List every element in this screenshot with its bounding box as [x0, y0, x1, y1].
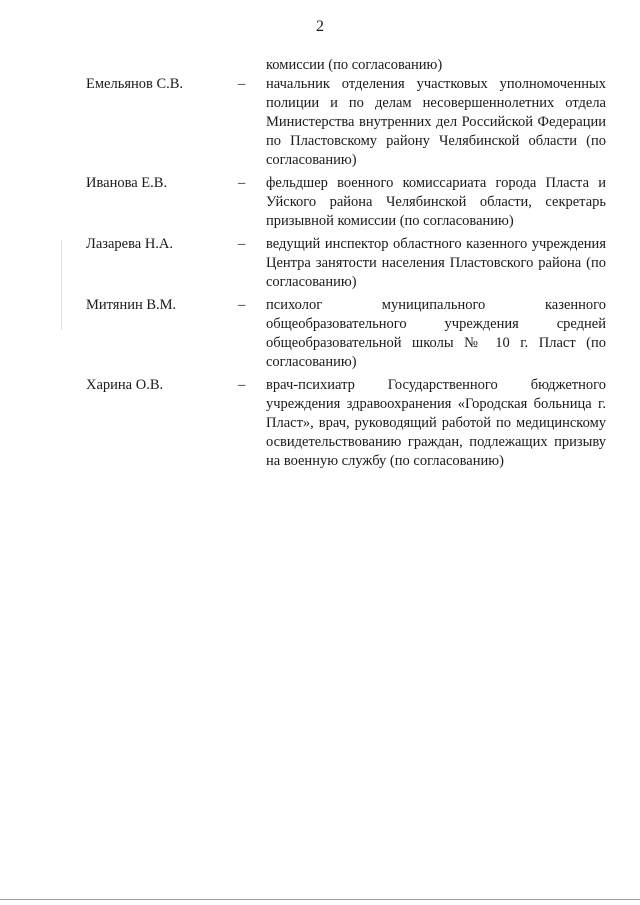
member-description: начальник отделения участковых уполномоченных полиции и по делам несовершеннолетних отдела Министерства внутренних дел Российской Федерации по Пластовскому району Челябинской области (по согласованию) [266, 76, 606, 168]
member-dash: – [238, 175, 246, 191]
member-entry [0, 376, 640, 471]
member-description: врач-психиатр Государственного бюджетного учреждения здравоохранения «Городская больница г. Пласт», врач, руководящий работой по медицинскому освидетельствованию граждан, подлежащих призыву на военную службу (по согласованию) [266, 377, 606, 469]
member-entry [0, 235, 640, 292]
member-name: Митянин В.М. [86, 297, 177, 313]
page-bottom-edge [0, 899, 640, 900]
member-entry [0, 174, 640, 231]
member-name: Лазарева Н.А. [86, 236, 174, 252]
member-dash: – [238, 377, 246, 393]
member-description: фельдшер военного комиссариата города Пласта и Уйского района Челябинской области, секретарь призывной комиссии (по согласованию) [266, 175, 606, 229]
member-dash: – [238, 236, 246, 252]
member-list [0, 75, 640, 475]
member-dash: – [238, 76, 246, 92]
member-dash: – [238, 297, 246, 313]
member-name: Иванова Е.В. [86, 175, 168, 191]
member-description: ведущий инспектор областного казенного учреждения Центра занятости населения Пластовского района (по согласованию) [266, 236, 606, 290]
member-name: Емельянов С.В. [86, 76, 184, 92]
continuation-text: комиссии (по согласованию) [266, 57, 443, 73]
page-number: 2 [316, 18, 324, 35]
member-entry [0, 75, 640, 170]
member-name: Харина О.В. [86, 377, 164, 393]
member-entry [0, 296, 640, 372]
member-description: психолог муниципального казенного общеобразовательного учреждения средней общеобразовательной школы № 10 г. Пласт (по согласованию) [266, 297, 606, 370]
